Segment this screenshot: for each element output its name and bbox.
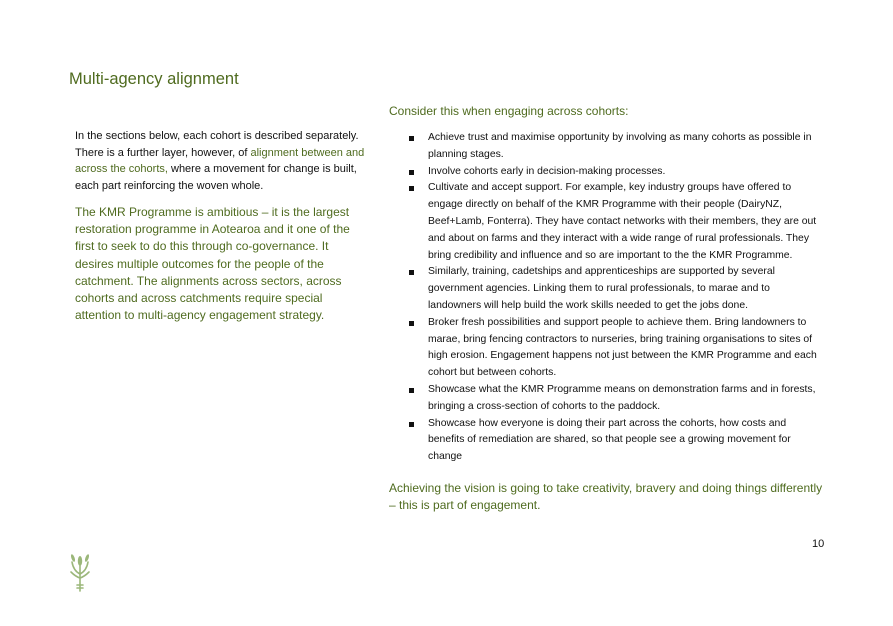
bullet-item bbox=[389, 264, 825, 314]
page-title: Multi-agency alignment bbox=[69, 70, 239, 88]
intro-highlight: alignment between and across the cohorts, bbox=[75, 146, 365, 175]
square-bullet-icon bbox=[409, 270, 414, 275]
bullet-text: Cultivate and accept support. For example, key industry groups have offered to engage directly on behalf of the KMR Programme with their people (DairyNZ, Beef+Lamb, Fonterra). They have contact networks with their members, they are out and about on farms and they interact with a wide range of rural professionals. They bring credibility and influence and so are important to the the KMR Programme. bbox=[428, 182, 817, 261]
bullet-text: Showcase what the KMR Programme means on demonstration farms and in forests, bringing a cross-section of cohorts to the paddock. bbox=[428, 383, 816, 412]
square-bullet-icon bbox=[409, 422, 414, 427]
bullet-text: Achieve trust and maximise opportunity by involving as many cohorts as possible in planning stages. bbox=[428, 132, 812, 160]
intro-paragraph bbox=[75, 128, 367, 194]
engagement-bullet-list bbox=[389, 130, 825, 466]
intro-text-start: In the sections below, each cohort is described separately. There is a further layer, however, of bbox=[75, 130, 359, 159]
guidance-column bbox=[389, 103, 825, 514]
bullet-item bbox=[389, 164, 825, 181]
consider-heading: Consider this when engaging across cohorts: bbox=[389, 104, 629, 118]
intro-column bbox=[75, 128, 367, 324]
page-number: 10 bbox=[812, 538, 825, 550]
square-bullet-icon bbox=[409, 321, 414, 326]
square-bullet-icon bbox=[409, 170, 414, 175]
bullet-text: Showcase how everyone is doing their part across the cohorts, how costs and benefits of remediation are shared, so that people see a growing movement for change bbox=[428, 417, 791, 463]
bullet-item bbox=[389, 416, 825, 466]
bullet-text: Similarly, training, cadetships and apprenticeships are supported by several government agencies. Linking them to rural professionals, to marae and to landowners will help build the work skills needed to get the jobs done. bbox=[428, 266, 775, 311]
bullet-item bbox=[389, 315, 825, 382]
bullet-item bbox=[389, 382, 825, 416]
square-bullet-icon bbox=[409, 186, 414, 191]
bullet-item bbox=[389, 180, 825, 264]
square-bullet-icon bbox=[409, 136, 414, 141]
bullet-text: Involve cohorts early in decision-making processes. bbox=[428, 165, 666, 177]
plant-sprout-icon bbox=[68, 552, 92, 592]
intro-text-end: where a movement for change is built, each part reinforcing the woven whole. bbox=[75, 163, 357, 192]
square-bullet-icon bbox=[409, 388, 414, 393]
bullet-text: Broker fresh possibilities and support people to achieve them. Bring landowners to marae, bring fencing contractors to nurseries, bring training organisations to sites of high erosion. Engagement happens not just between the KMR Programme and each cohort but between cohorts. bbox=[428, 316, 817, 379]
closing-statement: Achieving the vision is going to take creativity, bravery and doing things differently – this is part of engagement. bbox=[389, 480, 823, 512]
ambition-paragraph: The KMR Programme is ambitious – it is the largest restoration programme in Aotearoa and it one of the first to seek to do this through co-governance. It desires multiple outcomes for the people of the catchment. The alignments across sectors, across cohorts and across catchments require special attention to multi-agency engagement strategy. bbox=[75, 205, 350, 323]
bullet-item bbox=[389, 130, 825, 164]
